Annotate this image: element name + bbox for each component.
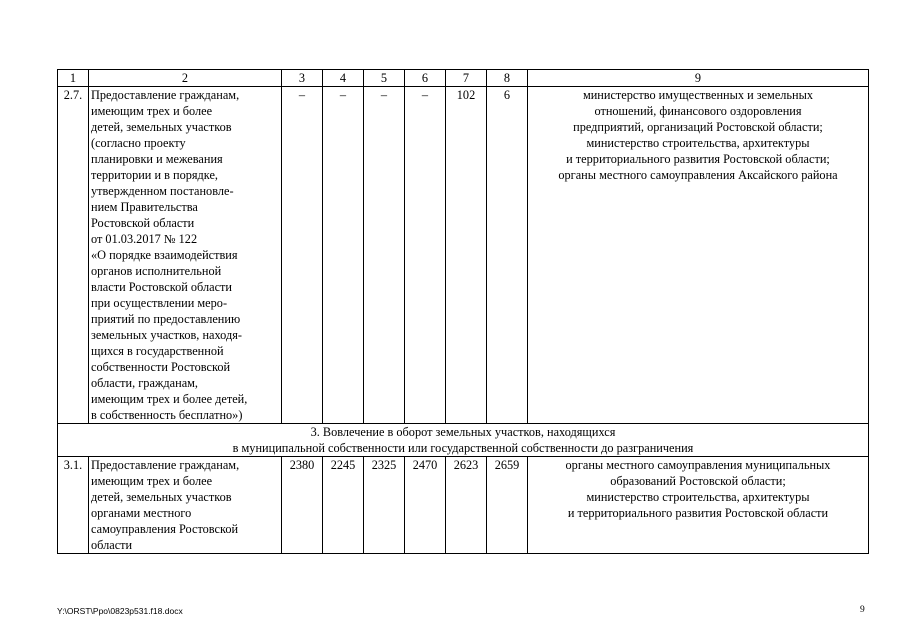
value-cell: 102: [446, 87, 487, 424]
value-cell: 2245: [323, 457, 364, 554]
responsible-line: министерство имущественных и земельных: [582, 88, 814, 102]
column-number: 9: [528, 70, 869, 87]
value-cell: 6: [487, 87, 528, 424]
responsible-line: органы местного самоуправления Аксайского района: [558, 168, 838, 182]
description-line: органов исполнительной: [91, 264, 222, 278]
value-cell: 2623: [446, 457, 487, 554]
description-line: (согласно проекту: [91, 136, 186, 150]
column-number: 4: [323, 70, 364, 87]
description-line: имеющим трех и более: [91, 474, 213, 488]
description-line: утвержденном постановле-: [91, 184, 234, 198]
description-line: приятий по предоставлению: [91, 312, 241, 326]
description-line: Ростовской области: [91, 216, 195, 230]
responsible-line: органы местного самоуправления муниципальных: [565, 458, 831, 472]
column-number: 6: [405, 70, 446, 87]
responsible-line: министерство строительства, архитектуры: [586, 490, 810, 504]
description-line: детей, земельных участков: [91, 490, 232, 504]
description-line: от 01.03.2017 № 122: [91, 232, 198, 246]
responsible-line: и территориального развития Ростовской области: [567, 506, 829, 520]
value-cell: –: [282, 87, 323, 424]
value-cell: 2470: [405, 457, 446, 554]
description-line: в собственность бесплатно»): [91, 408, 243, 422]
column-number: 7: [446, 70, 487, 87]
column-number: 2: [89, 70, 282, 87]
description-line: области: [91, 538, 133, 552]
footer-file-path: Y:\ORST\Ppo\0823p531.f18.docx: [57, 606, 183, 616]
responsible-line: образований Ростовской области;: [610, 474, 786, 488]
description-line: имеющим трех и более: [91, 104, 213, 118]
page-number: 9: [860, 605, 865, 615]
responsible-parties: [528, 87, 869, 424]
table-row-3-1: [58, 457, 869, 554]
description-line: области, гражданам,: [91, 376, 199, 390]
section-title-line: в муниципальной собственности или государственной собственности до разграничения: [232, 441, 694, 455]
row-description: [89, 457, 282, 554]
table-row-2-7: [58, 87, 869, 424]
description-line: нием Правительства: [91, 200, 198, 214]
value-cell: –: [364, 87, 405, 424]
responsible-line: и территориального развития Ростовской области;: [566, 152, 830, 166]
section-header-row: [58, 424, 869, 457]
value-cell: 2325: [364, 457, 405, 554]
description-line: Предоставление гражданам,: [91, 458, 240, 472]
description-line: Предоставление гражданам,: [91, 88, 240, 102]
description-line: власти Ростовской области: [91, 280, 232, 294]
responsible-parties: [528, 457, 869, 554]
column-number: 5: [364, 70, 405, 87]
description-line: собственности Ростовской: [91, 360, 231, 374]
value-cell: 2659: [487, 457, 528, 554]
column-number: 1: [58, 70, 89, 87]
section-title-line: 3. Вовлечение в оборот земельных участков, находящихся: [310, 425, 616, 439]
column-number: 3: [282, 70, 323, 87]
responsible-line: отношений, финансового оздоровления: [594, 104, 802, 118]
description-line: при осуществлении меро-: [91, 296, 228, 310]
row-number: 2.7.: [58, 87, 89, 424]
description-line: самоуправления Ростовской: [91, 522, 239, 536]
responsible-line: предприятий, организаций Ростовской области;: [573, 120, 823, 134]
row-number: 3.1.: [58, 457, 89, 554]
value-cell: –: [405, 87, 446, 424]
value-cell: 2380: [282, 457, 323, 554]
description-line: территории и в порядке,: [91, 168, 218, 182]
description-line: органами местного: [91, 506, 192, 520]
section-title: [58, 424, 869, 457]
plan-table: [57, 69, 869, 554]
column-number: 8: [487, 70, 528, 87]
description-line: имеющим трех и более детей,: [91, 392, 248, 406]
responsible-line: министерство строительства, архитектуры: [586, 136, 810, 150]
description-line: детей, земельных участков: [91, 120, 232, 134]
description-line: щихся в государственной: [91, 344, 224, 358]
row-description: [89, 87, 282, 424]
description-line: земельных участков, находя-: [91, 328, 242, 342]
value-cell: –: [323, 87, 364, 424]
description-line: «О порядке взаимодействия: [91, 248, 238, 262]
column-number-row: [58, 70, 869, 87]
description-line: планировки и межевания: [91, 152, 223, 166]
